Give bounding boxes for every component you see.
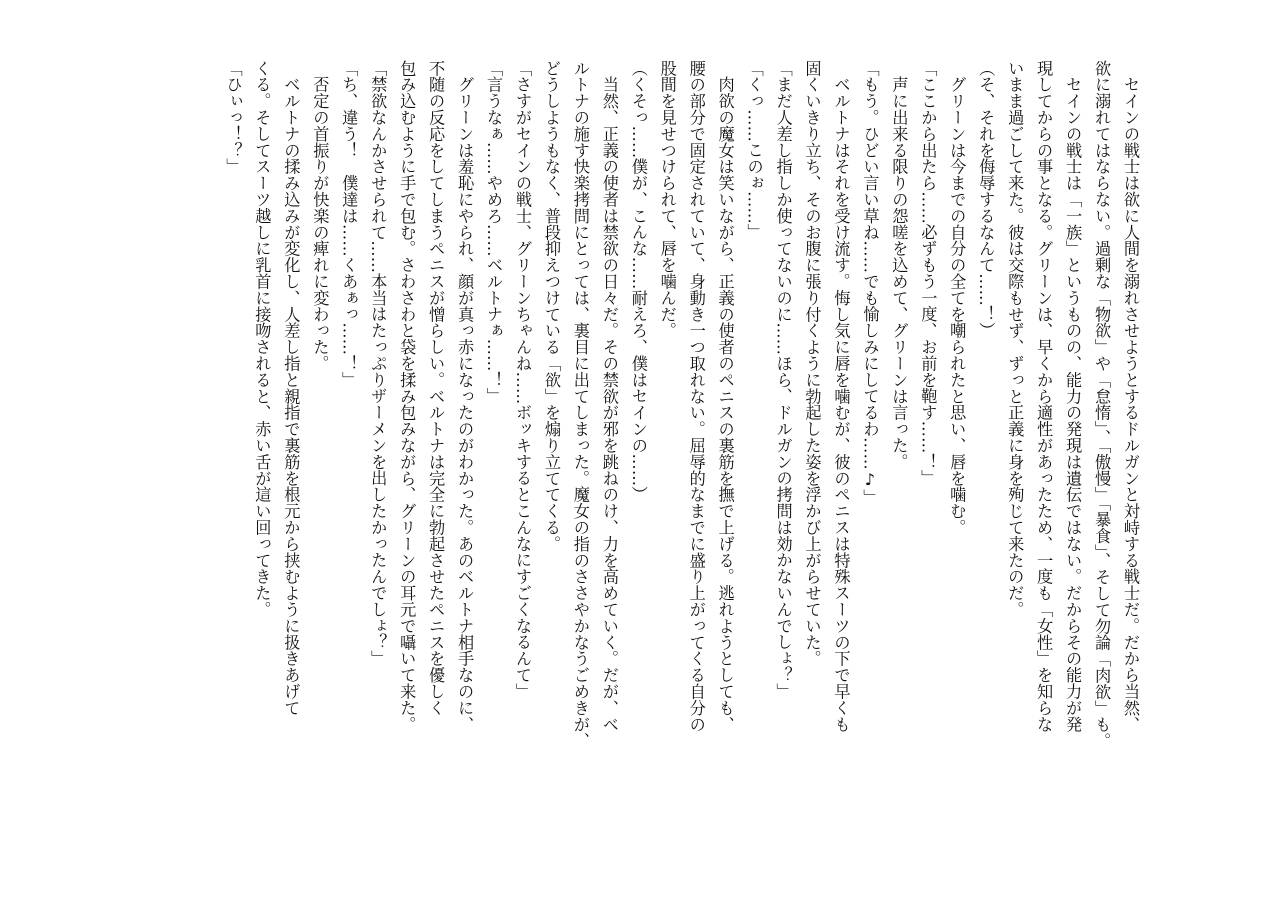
text-line: 固くいきり立ち、そのお腹に張り付くように勃起した姿を浮かび上がらせていた。	[802, 60, 822, 667]
text-line: 「くっ……このぉ……」	[744, 60, 764, 241]
text-line: 当然、正義の使者は禁欲の日々だ。その禁欲が邪を跳ねのけ、力を高めていく。だが、ベ	[599, 60, 619, 733]
text-line: （くそっ……僕が、こんな……耐えろ、僕はセインの……）	[628, 60, 648, 503]
text-line: 否定の首振りが快楽の痺れに変わった。	[310, 60, 330, 372]
text-line: 現してからの事となる。グリーンは、早くから適性があったため、一度も「女性」を知らな	[1034, 60, 1054, 733]
text-line: くる。そしてスーツ越しに乳首に接吻されると、赤い舌が這い回ってきた。	[252, 60, 272, 618]
text-line: 「まだ人差し指しか使ってないのに……ほら、ドルガンの拷問は効かないんでしょ？」	[773, 60, 793, 700]
text-line: 腰の部分で固定されていて、身動き一つ取れない。屈辱的なまでに盛り上がってくる自分の	[686, 60, 706, 733]
text-line: 「禁欲なんかさせられて……本当はたっぷりザーメンを出したかったんでしょ？」	[368, 60, 388, 667]
text-line: 包み込むように手で包む。さわさわと袋を揉み包みながら、グリーンの耳元で囁いて来た。	[397, 60, 417, 733]
text-line: 股間を見せつけられて、唇を噛んだ。	[657, 60, 677, 339]
text-line: 肉欲の魔女は笑いながら、正義の使者のペニスの裏筋を撫で上げる。逃れようとしても、	[715, 60, 735, 733]
text-line: 「もう。ひどい言い草ね……でも愉しみにしてるわ……♪」	[860, 60, 880, 506]
text-line: グリーンは今までの自分の全てを嘲られたと思い、唇を噛む。	[947, 60, 967, 536]
text-line: グリーンは羞恥にやられ、顔が真っ赤になったのがわかった。あのベルトナ相手なのに、	[455, 60, 475, 733]
text-line: 「さすがセインの戦士、グリーンちゃんね……ボッキするとこんなにすごくなるんて」	[512, 60, 532, 700]
text-line: 「ここから出たら……必ずもう一度、お前を鞄す……！」	[918, 60, 938, 487]
text-line: 「ひぃっ！？」	[223, 60, 243, 175]
text-line: 声に出来る限りの怨嗟を込めて、グリーンは言った。	[889, 60, 909, 470]
text-line: ベルトナの揉み込みが変化し、人差し指と親指で裏筋を根元から挟むように扱きあげて	[281, 60, 301, 716]
text-line: 欲に溺れてはならない。過剰な「物欲」や「怠惰」、「傲慢」「暴食」、そして勿論「肉欲」も。	[1092, 60, 1112, 750]
text-line: 「言うなぁ……やめろ……ベルトナぁ……！」	[484, 60, 504, 405]
text-line: 不随の反応をしてしまうペニスが憎らしい。ベルトナは完全に勃起させたペニスを優しく	[426, 60, 446, 716]
text-line: セインの戦士は「一族」というものの、能力の発現は遺伝ではない。だからその能力が発	[1063, 60, 1083, 733]
text-line: 「ち、違う！ 僕達は……くあぁっ……！」	[339, 60, 359, 388]
text-line: （そ、それを侮辱するなんて……！）	[976, 60, 996, 339]
text-line: どうしようもなく、普段抑えつけている「欲」を煽り立ててくる。	[541, 60, 561, 552]
text-line: セインの戦士は欲に人間を溺れさせようとするドルガンと対峙する戦士だ。だから当然、	[1121, 60, 1140, 733]
text-line: ルトナの施す快楽拷問にとっては、裏目に出てしまった。魔女の指のささやかなうごめきが、	[570, 60, 590, 749]
text-line: いまま過ごして来た。彼は交際もせず、ずっと正義に身を殉じて来たのだ。	[1005, 60, 1025, 618]
text-line: ベルトナはそれを受け流す。悔し気に唇を噛むが、彼のペニスは特殊スーツの下で早くも	[831, 60, 851, 733]
vertical-text-body	[148, 60, 1144, 840]
